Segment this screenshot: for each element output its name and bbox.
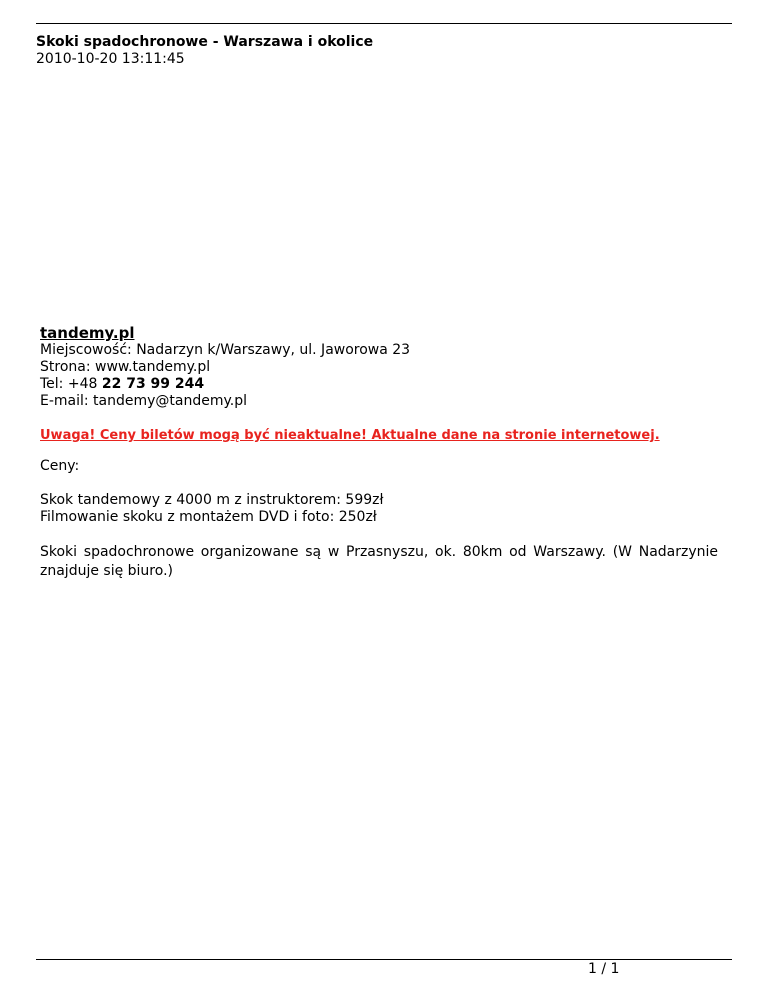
top-divider <box>36 23 732 24</box>
price-item-tandem: Skok tandemowy z 4000 m z instruktorem: 599zł <box>40 492 384 508</box>
page-title: Skoki spadochronowe - Warszawa i okolice <box>36 34 374 50</box>
prices-label: Ceny: <box>40 458 80 474</box>
location-description: Skoki spadochronowe organizowane są w Przasnyszu, ok. 80km od Warszawy. (W Nadarzynie znajduje się biuro.) <box>40 544 718 579</box>
bottom-divider <box>36 959 732 960</box>
company-email: E-mail: tandemy@tandemy.pl <box>40 393 248 409</box>
phone-prefix: Tel: +48 <box>40 376 102 392</box>
page-number: 1 / 1 <box>588 961 620 977</box>
company-location: Miejscowość: Nadarzyn k/Warszawy, ul. Jaworowa 23 <box>40 342 411 358</box>
article-body <box>40 325 718 581</box>
publish-datetime: 2010-10-20 13:11:45 <box>36 51 185 67</box>
phone-number: 22 73 99 244 <box>101 376 205 392</box>
company-name-link[interactable]: tandemy.pl <box>40 324 135 342</box>
company-website: Strona: www.tandemy.pl <box>40 359 211 375</box>
price-item-video: Filmowanie skoku z montażem DVD i foto: 250zł <box>40 509 377 525</box>
company-phone <box>40 376 718 393</box>
price-list <box>40 492 718 526</box>
price-warning: Uwaga! Ceny biletów mogą być nieaktualne! Aktualne dane na stronie internetowej. <box>40 428 660 443</box>
document-header <box>36 34 732 68</box>
